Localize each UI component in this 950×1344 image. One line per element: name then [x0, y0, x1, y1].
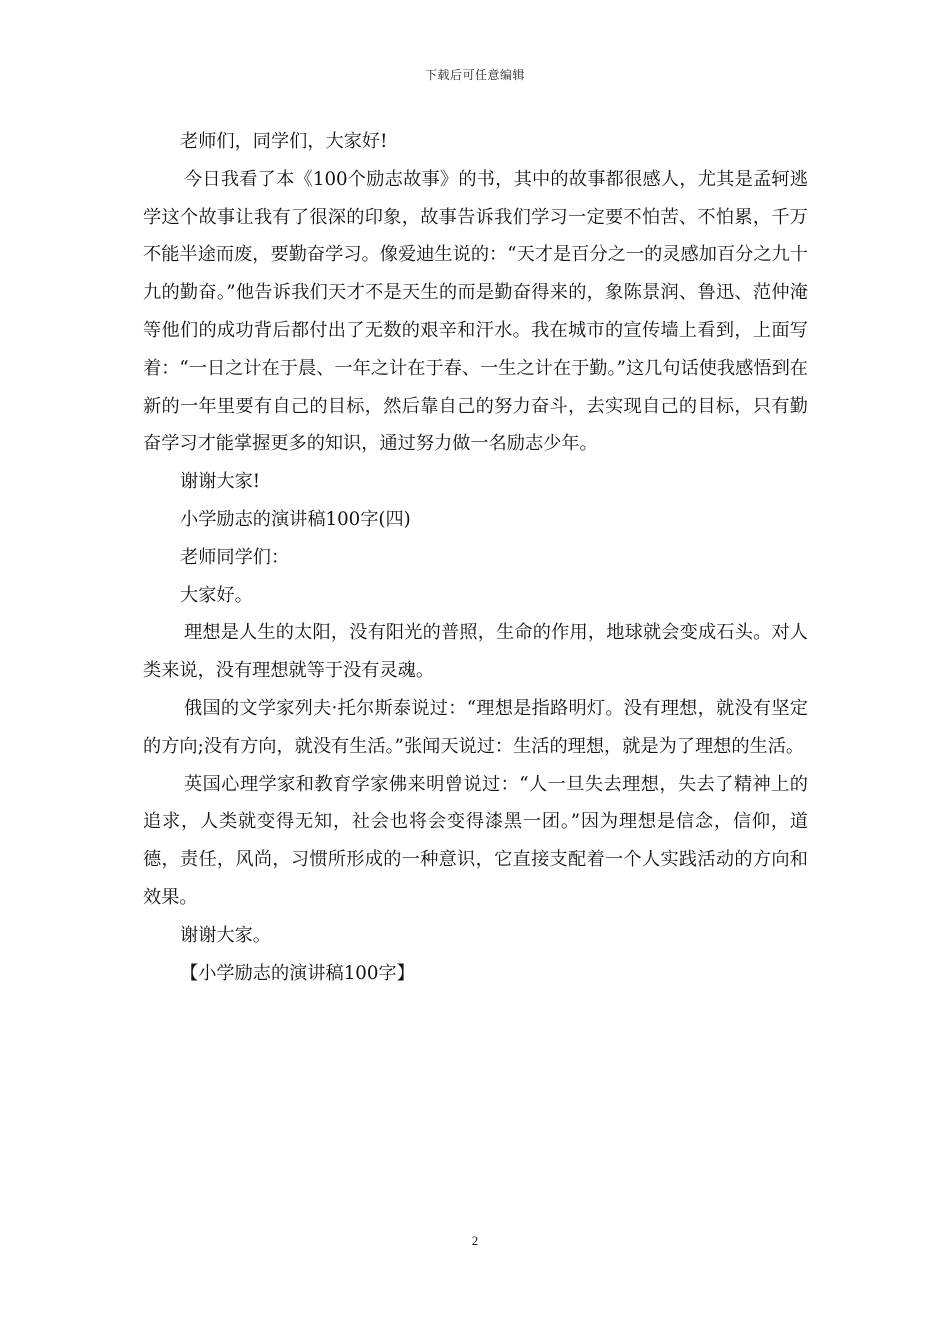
title-bracket-paragraph: 【小学励志的演讲稿100字】: [180, 962, 415, 984]
salutation-paragraph: 老师同学们：: [180, 546, 290, 568]
thanks-paragraph: 谢谢大家!: [180, 471, 261, 493]
section-heading: 小学励志的演讲稿100字(四): [180, 508, 411, 530]
greeting-paragraph: 老师们，同学们，大家好!: [180, 131, 388, 152]
page-header: 下载后可任意编辑: [424, 68, 525, 82]
page-number: 2: [471, 1233, 479, 1248]
document-body: [143, 123, 808, 992]
hello-paragraph: 大家好。: [180, 584, 253, 606]
body-paragraph-fleming: 英国心理学家和教育学家佛来明曾说过：“人一旦失去理想，失去了精神上的追求，人类就变得无知，社会也将会变得漆黑一团。”因为理想是信念，信仰，道德，责任，风尚，习惯所形成的一种意识，它直接支配着一个人实践活动的方向和效果。: [143, 773, 808, 908]
body-paragraph-story: 今日我看了本《100个励志故事》的书，其中的故事都很感人，尤其是孟轲逃学这个故事让我有了很深的印象，故事告诉我们学习一定要不怕苦、不怕累，千万不能半途而废，要勤奋学习。像爱迪生说的：“天才是百分之一的灵感加百分之九十九的勤奋。”他告诉我们天才不是天生的而是勤奋得来的，象陈景润、鲁迅、范仲淹等他们的成功背后都付出了无数的艰辛和汗水。我在城市的宣传墙上看到，上面写着：“一日之计在于晨、一年之计在于春、一生之计在于勤。”这几句话使我感悟到在新的一年里要有自己的目标，然后靠自己的努力奋斗，去实现自己的目标，只有勤奋学习才能掌握更多的知识，通过努力做一名励志少年。: [143, 168, 808, 455]
body-paragraph-ideal: 理想是人生的太阳，没有阳光的普照，生命的作用，地球就会变成石头。对人类来说，没有理想就等于没有灵魂。: [143, 622, 808, 682]
body-paragraph-tolstoy: 俄国的文学家列夫·托尔斯泰说过：“理想是指路明灯。没有理想，就没有坚定的方向;没有方向，就没有生活。”张闻天说过：生活的理想，就是为了理想的生活。: [143, 697, 808, 757]
closing-thanks-paragraph: 谢谢大家。: [180, 924, 271, 946]
